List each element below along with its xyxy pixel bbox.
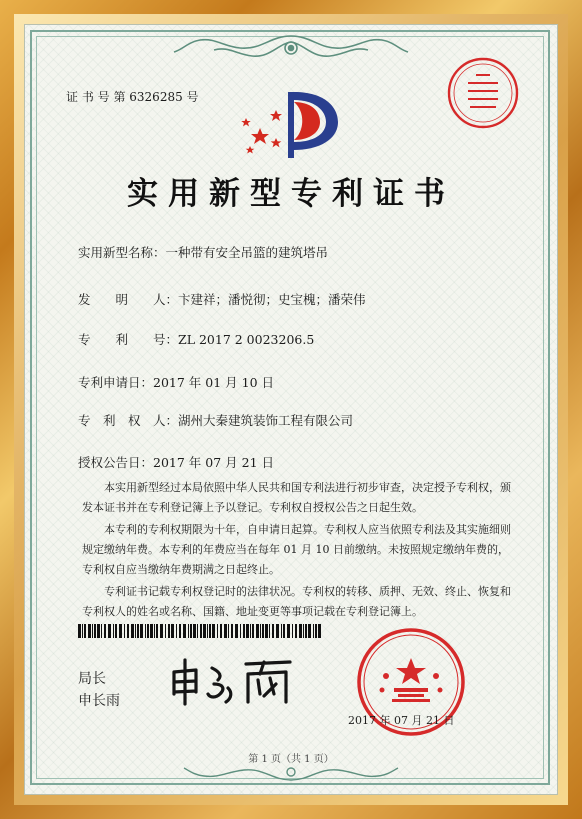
barcode-bar — [124, 624, 125, 638]
barcode-bar — [140, 624, 143, 638]
barcode-bar — [276, 624, 279, 638]
barcode-bar — [224, 624, 227, 638]
field-label: 授权公告日： — [78, 455, 154, 470]
barcode-bar — [265, 624, 268, 638]
paragraph-term-notice: 本专利的专利权期限为十年，自申请日起算。专利权人应当依照专利法及其实施细则规定缴纳年费。本专利的年费应当在每年 01 月 10 日前缴纳。未按照规定缴纳年费的，专利权自应当缴纳年费期满之日起终止。 — [82, 523, 511, 576]
barcode-bar — [243, 624, 245, 638]
barcode-bar — [168, 624, 170, 638]
barcode-bar — [197, 624, 198, 638]
signatory-role: 局长 — [78, 671, 106, 687]
field-value: 卞建祥；潘悦彻；史宝槐；潘荣伟 — [178, 292, 366, 307]
barcode-bar — [212, 624, 215, 638]
field-value: 一种带有安全吊篮的建筑塔吊 — [165, 245, 329, 260]
barcode-bar — [88, 624, 91, 638]
field-patent-number — [78, 330, 314, 348]
field-label: 专 利 权 人： — [78, 413, 179, 428]
barcode-bar — [217, 624, 218, 638]
barcode-bar — [262, 624, 264, 638]
barcode-bar — [318, 624, 321, 638]
field-label: 专利申请日： — [78, 375, 154, 390]
barcode-bar — [281, 624, 282, 638]
barcode-bar — [176, 624, 177, 638]
agency-stamp — [446, 56, 520, 130]
barcode-bar — [283, 624, 285, 638]
barcode-bar — [313, 624, 314, 638]
barcode-bar — [308, 624, 311, 638]
top-ornament — [170, 32, 412, 66]
certificate-number-value: 6326285 号 — [129, 90, 199, 104]
barcode-bar — [295, 624, 297, 638]
barcode-bar — [207, 624, 208, 638]
barcode-bar — [154, 624, 155, 638]
barcode-bar — [252, 624, 254, 638]
field-inventors — [78, 290, 366, 308]
barcode-bar — [231, 624, 233, 638]
field-patentee — [78, 411, 353, 429]
field-value: 2017 年 01 月 10 日 — [153, 375, 275, 390]
barcode-bar — [113, 624, 114, 638]
barcode-bar — [135, 624, 136, 638]
barcode-bar — [150, 624, 153, 638]
barcode-bar — [115, 624, 117, 638]
barcode-bar — [315, 624, 317, 638]
barcode — [78, 624, 324, 638]
barcode-bar — [209, 624, 211, 638]
barcode-bar — [235, 624, 238, 638]
certificate-number — [66, 88, 199, 105]
bottom-ornament — [180, 762, 402, 784]
field-label: 实用新型名称： — [78, 245, 166, 260]
barcode-bar — [94, 624, 96, 638]
field-value: ZL 2017 2 0023206.5 — [178, 332, 315, 347]
barcode-bar — [303, 624, 304, 638]
barcode-bar — [78, 624, 81, 638]
certificate-number-label: 证 书 号 第 — [66, 90, 126, 104]
barcode-bar — [272, 624, 274, 638]
barcode-bar — [97, 624, 100, 638]
barcode-bar — [203, 624, 206, 638]
signatory-name: 申长雨 — [78, 693, 120, 709]
barcode-bar — [256, 624, 259, 638]
barcode-bar — [200, 624, 202, 638]
barcode-bar — [220, 624, 222, 638]
field-grant-date — [78, 453, 274, 471]
field-value: 2017 年 07 月 21 日 — [153, 455, 275, 470]
barcode-bar — [147, 624, 149, 638]
barcode-bar — [287, 624, 290, 638]
barcode-bar — [240, 624, 241, 638]
barcode-bar — [84, 624, 86, 638]
field-value: 湖州大秦建筑装饰工程有限公司 — [178, 413, 354, 428]
page-title: 实用新型专利证书 — [127, 176, 455, 212]
barcode-bar — [156, 624, 158, 638]
cnipa-logo-icon — [238, 88, 344, 164]
barcode-bar — [145, 624, 146, 638]
field-application-date — [78, 373, 274, 391]
barcode-bar — [179, 624, 181, 638]
handwritten-signature — [168, 654, 298, 708]
barcode-bar — [160, 624, 163, 638]
barcode-bar — [190, 624, 192, 638]
barcode-bar — [305, 624, 307, 638]
barcode-bar — [250, 624, 251, 638]
field-label: 发 明 人： — [78, 292, 179, 307]
page-number: 第 1 页（共 1 页） — [248, 754, 334, 765]
barcode-bar — [269, 624, 270, 638]
barcode-bar — [92, 624, 93, 638]
barcode-bar — [108, 624, 111, 638]
paragraph-register-notice: 专利证书记载专利权登记时的法律状况。专利权的转移、质押、无效、终止、恢复和专利权人的姓名或名称、国籍、地址变更等事项记载在专利登记簿上。 — [82, 585, 511, 618]
paragraph-grant-notice: 本实用新型经过本局依照中华人民共和国专利法进行初步审查，决定授予专利权，颁发本证书并在专利登记簿上予以登记。专利权自授权公告之日起生效。 — [82, 481, 511, 514]
seal-date: 2017 年 07 月 21 日 — [348, 714, 455, 727]
barcode-bar — [101, 624, 102, 638]
barcode-bar — [228, 624, 229, 638]
barcode-bar — [127, 624, 129, 638]
barcode-bar — [260, 624, 261, 638]
barcode-bar — [246, 624, 249, 638]
barcode-bar — [137, 624, 139, 638]
barcode-bar — [183, 624, 186, 638]
barcode-bar — [104, 624, 106, 638]
barcode-bar — [119, 624, 122, 638]
barcode-bar — [165, 624, 166, 638]
barcode-bar — [193, 624, 196, 638]
barcode-bar — [131, 624, 134, 638]
barcode-bar — [188, 624, 189, 638]
barcode-bar — [82, 624, 83, 638]
barcode-bar — [299, 624, 302, 638]
field-utility-model-name — [78, 243, 328, 261]
barcode-bar — [171, 624, 174, 638]
barcode-bar — [292, 624, 293, 638]
field-label: 专 利 号： — [78, 332, 179, 347]
